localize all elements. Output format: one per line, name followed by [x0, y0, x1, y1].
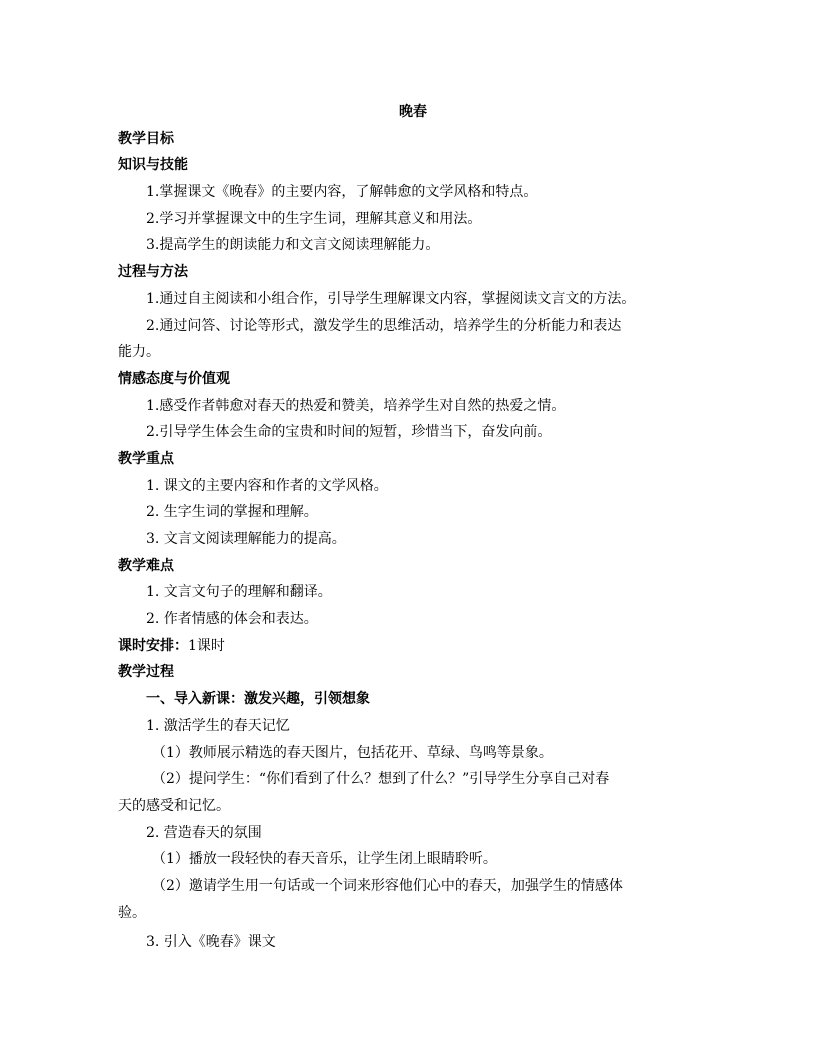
list-item: 2. 生字生词的掌握和理解。: [146, 504, 318, 521]
sub-step-continuation: 天的感受和记忆。: [118, 797, 230, 814]
list-item: 3.提高学生的朗读能力和文言文阅读理解能力。: [146, 237, 440, 254]
sub-step-item: （2）邀请学生用一句话或一个词来形容他们心中的春天，加强学生的情感体: [152, 877, 623, 894]
sub-step-item: （1）播放一段轻快的春天音乐，让学生闭上眼睛聆听。: [152, 851, 497, 868]
process-method-heading: 过程与方法: [118, 264, 188, 281]
list-item: 1.掌握课文《晚春》的主要内容，了解韩愈的文学风格和特点。: [146, 184, 538, 201]
list-item: 1. 课文的主要内容和作者的文学风格。: [146, 477, 388, 494]
list-item: 1.感受作者韩愈对春天的热爱和赞美，培养学生对自然的热爱之情。: [146, 397, 566, 414]
list-item-continuation: 能力。: [118, 344, 160, 361]
sub-step-continuation: 验。: [118, 904, 146, 921]
list-item: 1. 文言文句子的理解和翻译。: [146, 584, 332, 601]
schedule-label: 课时安排：: [118, 637, 188, 654]
list-item: 2. 作者情感的体会和表达。: [146, 611, 318, 628]
procedure-heading: 教学过程: [118, 664, 174, 681]
section-heading: 一、导入新课：激发兴趣，引领想象: [146, 691, 370, 708]
step-item: 2. 营造春天的氛围: [146, 824, 262, 841]
list-item: 2.引导学生体会生命的宝贵和时间的短暂，珍惜当下，奋发向前。: [146, 424, 552, 441]
document-title: 晚春: [399, 104, 427, 120]
schedule-value: 1课时: [188, 637, 225, 654]
step-item: 1. 激活学生的春天记忆: [146, 717, 290, 734]
list-item: 3. 文言文阅读理解能力的提高。: [146, 531, 346, 547]
sub-step-item: （1）教师展示精选的春天图片，包括花开、草绿、鸟鸣等景象。: [152, 744, 553, 761]
objectives-heading: 教学目标: [118, 130, 174, 147]
difficulties-heading: 教学难点: [118, 557, 174, 574]
emotion-heading: 情感态度与价值观: [118, 370, 230, 387]
step-item: 3. 引入《晚春》课文: [146, 934, 276, 951]
schedule-line: [118, 633, 708, 660]
list-item: 2.通过问答、讨论等形式，激发学生的思维活动，培养学生的分析能力和表达: [146, 317, 622, 334]
document-page: [118, 99, 708, 956]
list-item: 2.学习并掌握课文中的生字生词，理解其意义和用法。: [146, 210, 482, 227]
key-points-heading: 教学重点: [118, 450, 174, 467]
list-item: 1.通过自主阅读和小组合作，引导学生理解课文内容，掌握阅读文言文的方法。: [146, 290, 636, 307]
knowledge-heading: 知识与技能: [118, 157, 188, 174]
sub-step-item: （2）提问学生：“你们看到了什么？想到了什么？”引导学生分享自己对春: [152, 771, 610, 788]
